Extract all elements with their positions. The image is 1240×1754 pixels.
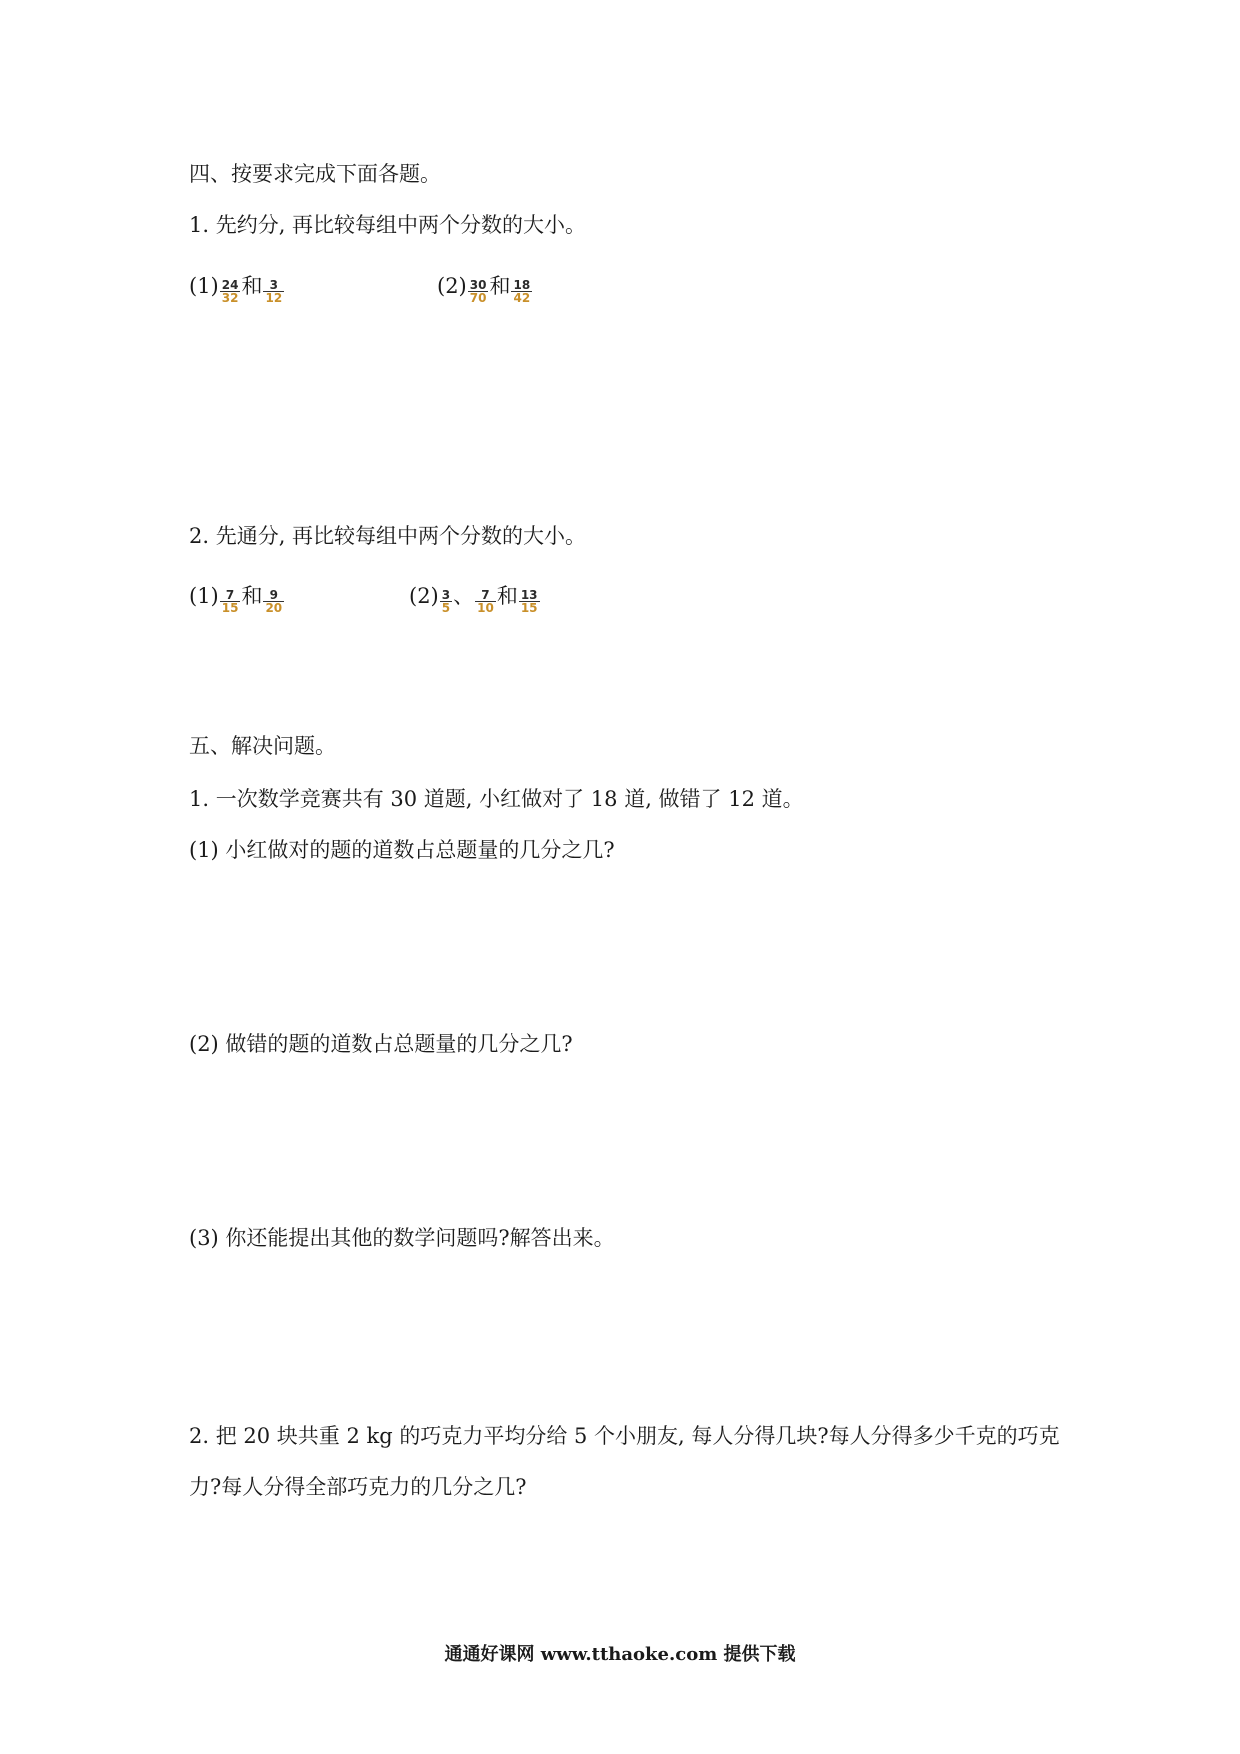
denominator: 15 bbox=[520, 601, 538, 612]
numerator: 7 bbox=[225, 588, 235, 602]
section-5-question-1-prompt: 1. 一次数学竞赛共有 30 道题, 小红做对了 18 道, 做错了 12 道。 bbox=[189, 787, 804, 811]
section-4-question-2-prompt: 2. 先通分, 再比较每组中两个分数的大小。 bbox=[189, 524, 587, 548]
section-5-q1-sub-3: (3) 你还能提出其他的数学问题吗?解答出来。 bbox=[189, 1226, 615, 1250]
fraction bbox=[220, 589, 241, 612]
section-5-question-2-line-1: 2. 把 20 块共重 2 kg 的巧克力平均分给 5 个小朋友, 每人分得几块?每人分得多少千克的巧克 bbox=[189, 1424, 1060, 1448]
joiner-text: 和 bbox=[496, 584, 518, 608]
section-4-question-1-prompt: 1. 先约分, 再比较每组中两个分数的大小。 bbox=[189, 213, 587, 237]
section-4-q2-item-1 bbox=[189, 582, 285, 612]
numerator: 3 bbox=[441, 588, 451, 602]
fraction bbox=[220, 279, 241, 302]
section-4-heading: 四、按要求完成下面各题。 bbox=[189, 162, 441, 186]
separator-text: 、 bbox=[453, 584, 475, 608]
denominator: 32 bbox=[221, 291, 239, 302]
item-label: (2) bbox=[437, 274, 467, 298]
fraction bbox=[475, 589, 496, 612]
footer-credit: 通通好课网 www.tthaoke.com 提供下载 bbox=[444, 1644, 796, 1665]
section-5-q1-sub-2: (2) 做错的题的道数占总题量的几分之几? bbox=[189, 1032, 573, 1056]
section-5-heading: 五、解决问题。 bbox=[189, 734, 336, 758]
denominator: 12 bbox=[265, 291, 283, 302]
item-label: (2) bbox=[409, 584, 439, 608]
denominator: 10 bbox=[477, 601, 494, 612]
fraction bbox=[263, 279, 284, 302]
denominator: 15 bbox=[221, 601, 239, 612]
numerator: 3 bbox=[269, 278, 278, 292]
fraction bbox=[263, 589, 284, 612]
item-label: (1) bbox=[189, 274, 219, 298]
section-4-q2-item-2 bbox=[409, 582, 541, 612]
numerator: 9 bbox=[269, 588, 278, 602]
joiner-text: 和 bbox=[241, 584, 263, 608]
fraction bbox=[468, 279, 489, 302]
numerator: 30 bbox=[469, 278, 487, 292]
numerator: 13 bbox=[520, 588, 538, 602]
denominator: 70 bbox=[469, 291, 487, 302]
fraction bbox=[511, 279, 532, 302]
numerator: 24 bbox=[221, 278, 239, 292]
item-label: (1) bbox=[189, 584, 219, 608]
numerator: 18 bbox=[513, 278, 531, 292]
fraction bbox=[440, 589, 452, 612]
denominator: 42 bbox=[513, 291, 531, 302]
section-5-question-2-line-2: 力?每人分得全部巧克力的几分之几? bbox=[189, 1475, 527, 1499]
joiner-text: 和 bbox=[489, 274, 511, 298]
section-4-q1-item-1 bbox=[189, 272, 285, 302]
denominator: 20 bbox=[265, 601, 283, 612]
fraction bbox=[519, 589, 540, 612]
denominator: 5 bbox=[441, 601, 451, 612]
joiner-text: 和 bbox=[241, 274, 263, 298]
section-5-q1-sub-1: (1) 小红做对的题的道数占总题量的几分之几? bbox=[189, 838, 615, 862]
section-4-q1-item-2 bbox=[437, 272, 533, 302]
numerator: 7 bbox=[481, 588, 490, 602]
